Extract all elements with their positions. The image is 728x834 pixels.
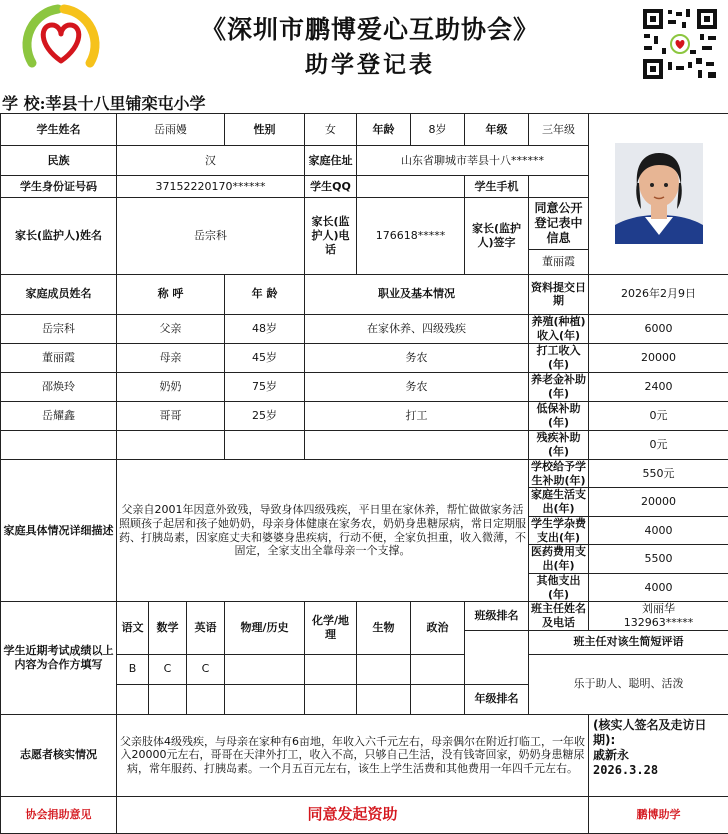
opinion-label: 协会捐助意见 <box>1 796 117 833</box>
member-job: 打工 <box>305 401 529 430</box>
ethnicity-label: 民族 <box>1 146 117 176</box>
grade-value: 三年级 <box>529 114 589 146</box>
ethnicity-value: 汉 <box>117 146 305 176</box>
verifier-label: (核实人签名及走访日期): <box>593 718 724 748</box>
subject-header: 英语 <box>187 602 225 655</box>
member-name: 岳宗科 <box>1 314 117 343</box>
table-row <box>1 314 728 343</box>
family-desc-label: 家庭具体情况详细描述 <box>1 459 117 602</box>
score-cell <box>149 684 187 714</box>
member-job: 务农 <box>305 343 529 372</box>
subject-score <box>357 654 411 684</box>
subject-header: 数学 <box>149 602 187 655</box>
class-rank-value <box>465 630 529 684</box>
school-label: 学 校: <box>2 94 45 113</box>
school-line <box>2 91 206 113</box>
subject-score <box>411 654 465 684</box>
teacher-phone: 132963***** <box>591 616 726 630</box>
guardian-name-label: 家长(监护人)姓名 <box>1 198 117 275</box>
subject-header: 政治 <box>411 602 465 655</box>
id-label: 学生身份证号码 <box>1 176 117 198</box>
form-header <box>0 0 728 88</box>
teacher-comment: 乐于助人、聪明、活泼 <box>529 654 728 714</box>
comment-label: 班主任对该生简短评语 <box>529 630 728 654</box>
member-relation: 母亲 <box>117 343 225 372</box>
table-row <box>1 430 728 459</box>
class-rank-label: 班级排名 <box>465 602 529 631</box>
member-job <box>305 430 529 459</box>
student-photo <box>589 114 728 275</box>
expense-value: 550元 <box>589 459 728 488</box>
member-name: 岳耀鑫 <box>1 401 117 430</box>
income-label: 打工收入(年) <box>529 343 589 372</box>
address-label: 家庭住址 <box>305 146 357 176</box>
id-value: 37152220170****** <box>117 176 305 198</box>
expense-value: 20000 <box>589 488 728 517</box>
consent-label: 同意公开登记表中信息 <box>529 198 588 250</box>
verify-date: 2026.3.28 <box>593 763 724 778</box>
qr-code-icon <box>640 6 720 82</box>
gender-value: 女 <box>305 114 357 146</box>
verifier-cell <box>589 714 728 796</box>
income-label: 残疾补助(年) <box>529 430 589 459</box>
association-title: 《深圳市鹏博爱心互助协会》 <box>110 10 630 46</box>
subject-header: 语文 <box>117 602 149 655</box>
score-cell <box>411 684 465 714</box>
member-relation: 奶奶 <box>117 372 225 401</box>
expense-value: 4000 <box>589 516 728 545</box>
expense-label: 医药费用支出(年) <box>529 545 589 574</box>
member-job-header: 职业及基本情况 <box>305 274 529 314</box>
gender-label: 性别 <box>225 114 305 146</box>
expense-label: 其他支出(年) <box>529 573 589 602</box>
teacher-label: 班主任姓名及电话 <box>529 602 589 631</box>
teacher-info <box>589 602 728 631</box>
income-label: 养老金补助(年) <box>529 372 589 401</box>
student-photo-image <box>615 143 703 244</box>
income-value: 20000 <box>589 343 728 372</box>
expense-value: 4000 <box>589 573 728 602</box>
member-age-header: 年 龄 <box>225 274 305 314</box>
guardian-name: 岳宗科 <box>117 198 305 275</box>
consent-cell <box>529 198 589 275</box>
school-name: 莘县十八里铺栾屯小学 <box>45 94 205 113</box>
expense-value: 5500 <box>589 545 728 574</box>
member-age: 75岁 <box>225 372 305 401</box>
subject-header: 化学/地理 <box>305 602 357 655</box>
income-value: 0元 <box>589 430 728 459</box>
submit-date-label: 资料提交日期 <box>529 274 589 314</box>
member-name: 董丽霞 <box>1 343 117 372</box>
address-value: 山东省聊城市莘县十八****** <box>357 146 589 176</box>
income-label: 养殖(种植)收入(年) <box>529 314 589 343</box>
member-relation: 哥哥 <box>117 401 225 430</box>
member-name-header: 家庭成员姓名 <box>1 274 117 314</box>
grade-label: 年级 <box>465 114 529 146</box>
table-row <box>1 372 728 401</box>
submit-date: 2026年2月9日 <box>589 274 728 314</box>
score-cell <box>117 684 149 714</box>
volunteer-label: 志愿者核实情况 <box>1 714 117 796</box>
subject-header: 物理/历史 <box>225 602 305 655</box>
member-age <box>225 430 305 459</box>
subject-score: B <box>117 654 149 684</box>
member-relation-header: 称 呼 <box>117 274 225 314</box>
member-name <box>1 430 117 459</box>
consent-signature: 董丽霞 <box>529 250 588 274</box>
subject-score <box>225 654 305 684</box>
heart-logo-icon <box>18 3 104 83</box>
exam-label: 学生近期考试成绩以上内容为合作方填写 <box>1 602 117 715</box>
member-age: 48岁 <box>225 314 305 343</box>
subject-score <box>305 654 357 684</box>
income-value: 6000 <box>589 314 728 343</box>
guardian-phone: 176618***** <box>357 198 465 275</box>
family-desc-text: 父亲自2001年因意外致残，导致身体四级残疾，平日里在家休养，帮忙做做家务活照顾孩子起居和孩子她奶奶，母亲身体健康在家务农，奶奶身患糖尿病，常日定期服药、打胰岛素，因家庭丈夫和婆婆身患疾病，行动不便，全家负担重，收入微薄，不固定，全家支出全靠母亲一个支撑。 <box>117 459 529 602</box>
verifier-name: 戚新永 <box>593 748 724 763</box>
guardian-phone-label: 家长(监护人)电话 <box>305 198 357 275</box>
registration-table <box>0 113 728 834</box>
member-relation <box>117 430 225 459</box>
table-row <box>1 401 728 430</box>
member-name: 邵焕玲 <box>1 372 117 401</box>
subject-score: C <box>149 654 187 684</box>
income-value: 0元 <box>589 401 728 430</box>
score-cell <box>225 684 305 714</box>
teacher-name: 刘丽华 <box>591 602 726 616</box>
qq-value <box>357 176 465 198</box>
age-value: 8岁 <box>411 114 465 146</box>
student-name: 岳雨嫚 <box>117 114 225 146</box>
age-label: 年龄 <box>357 114 411 146</box>
score-cell <box>187 684 225 714</box>
member-age: 25岁 <box>225 401 305 430</box>
subject-header: 生物 <box>357 602 411 655</box>
grade-rank-label: 年级排名 <box>465 684 529 714</box>
association-stamp: 鹏博助学 <box>589 796 728 833</box>
subject-score: C <box>187 654 225 684</box>
table-row <box>1 343 728 372</box>
expense-label: 学校给予学生补助(年) <box>529 459 589 488</box>
member-job: 在家休养、四级残疾 <box>305 314 529 343</box>
volunteer-text: 父亲肢体4级残疾，与母亲在家种有6亩地，年收入六千元左右，母亲偶尔在附近打临工，一年收入20000元左右，哥哥在天津外打工，收入不高，只够自己生活，没有钱寄回家，奶奶身患糖尿病，常年服药、打胰岛素。一个月五百元左右，该生上学生活费和其他费用一年四千元左右。 <box>117 714 589 796</box>
income-label: 低保补助(年) <box>529 401 589 430</box>
form-title: 助学登记表 <box>110 46 630 79</box>
guardian-sign-label: 家长(监护人)签字 <box>465 198 529 275</box>
expense-label: 学生学杂费支出(年) <box>529 516 589 545</box>
member-age: 45岁 <box>225 343 305 372</box>
score-cell <box>305 684 357 714</box>
phone-label: 学生手机 <box>465 176 529 198</box>
expense-label: 家庭生活支出(年) <box>529 488 589 517</box>
score-cell <box>357 684 411 714</box>
qq-label: 学生QQ <box>305 176 357 198</box>
member-job: 务农 <box>305 372 529 401</box>
phone-value <box>529 176 589 198</box>
member-relation: 父亲 <box>117 314 225 343</box>
income-value: 2400 <box>589 372 728 401</box>
student-name-label: 学生姓名 <box>1 114 117 146</box>
opinion-text: 同意发起资助 <box>117 796 589 833</box>
